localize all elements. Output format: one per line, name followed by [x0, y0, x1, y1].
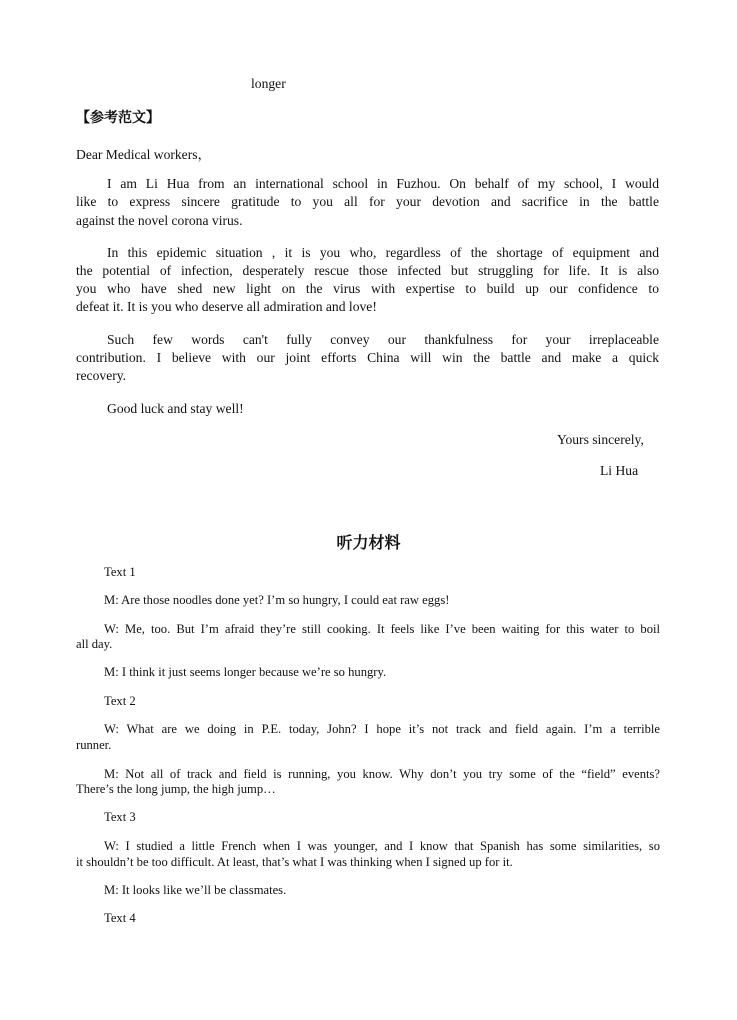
listening-title: 听力材料 [336, 533, 401, 552]
dialogue-line: M: I think it just seems longer because we’re so hungry. [104, 665, 387, 679]
dialogue-line: M: Not all of track and field is running, you know. Why don’t you try some of the “field” events? [104, 767, 660, 781]
essay-p2-line3: you who have shed new light on the virus with expertise to build up our confidence to [76, 281, 659, 296]
essay-p2-line2: the potential of infection, desperately rescue those infected but struggling for life. It is also [76, 263, 659, 278]
essay-p1-line2: like to express sincere gratitude to you all for your devotion and sacrifice in the battle [76, 194, 659, 209]
essay-p3-line3: recovery. [76, 368, 127, 383]
dialogue-line: W: I studied a little French when I was younger, and I know that Spanish has some similarities, so [104, 839, 660, 853]
fragment-text: longer [251, 76, 286, 91]
essay-closing-wish: Good luck and stay well! [107, 401, 244, 416]
dialogue-line: There’s the long jump, the high jump… [76, 782, 276, 796]
essay-p3-line1: Such few words can't fully convey our thankfulness for your irreplaceable [107, 332, 659, 347]
dialogue-line: W: What are we doing in P.E. today, John? I hope it’s not track and field again. I’m a terrible [104, 722, 660, 736]
essay-sign-off: Yours sincerely, [557, 432, 644, 447]
dialogue-line: runner. [76, 738, 112, 752]
essay-signature: Li Hua [600, 463, 639, 478]
dialogue-line: M: Are those noodles done yet? I’m so hungry, I could eat raw eggs! [104, 593, 450, 607]
essay-heading: 【参考范文】 [76, 110, 160, 126]
dialogue-line: W: Me, too. But I’m afraid they’re still cooking. It feels like I’ve been waiting for this water to boil [104, 622, 660, 636]
essay-p1-line1: I am Li Hua from an international school in Fuzhou. On behalf of my school, I would [107, 176, 659, 191]
text-label: Text 2 [104, 694, 136, 708]
text-label: Text 4 [104, 911, 136, 925]
essay-p3-line2: contribution. I believe with our joint efforts China will win the battle and make a quick [76, 350, 659, 365]
dialogue-line: all day. [76, 637, 113, 651]
essay-p1-line3: against the novel corona virus. [76, 213, 243, 228]
text-label: Text 1 [104, 565, 136, 579]
essay-salutation: Dear Medical workers， [76, 147, 212, 162]
dialogue-line: it shouldn’t be too difficult. At least, that’s what I was thinking when I signed up for it. [76, 855, 513, 869]
essay-p2-line4: defeat it. It is you who deserve all admiration and love! [76, 299, 377, 314]
text-label: Text 3 [104, 810, 136, 824]
essay-p2-line1: In this epidemic situation , it is you who, regardless of the shortage of equipment and [107, 245, 659, 260]
dialogue-line: M: It looks like we’ll be classmates. [104, 883, 287, 897]
